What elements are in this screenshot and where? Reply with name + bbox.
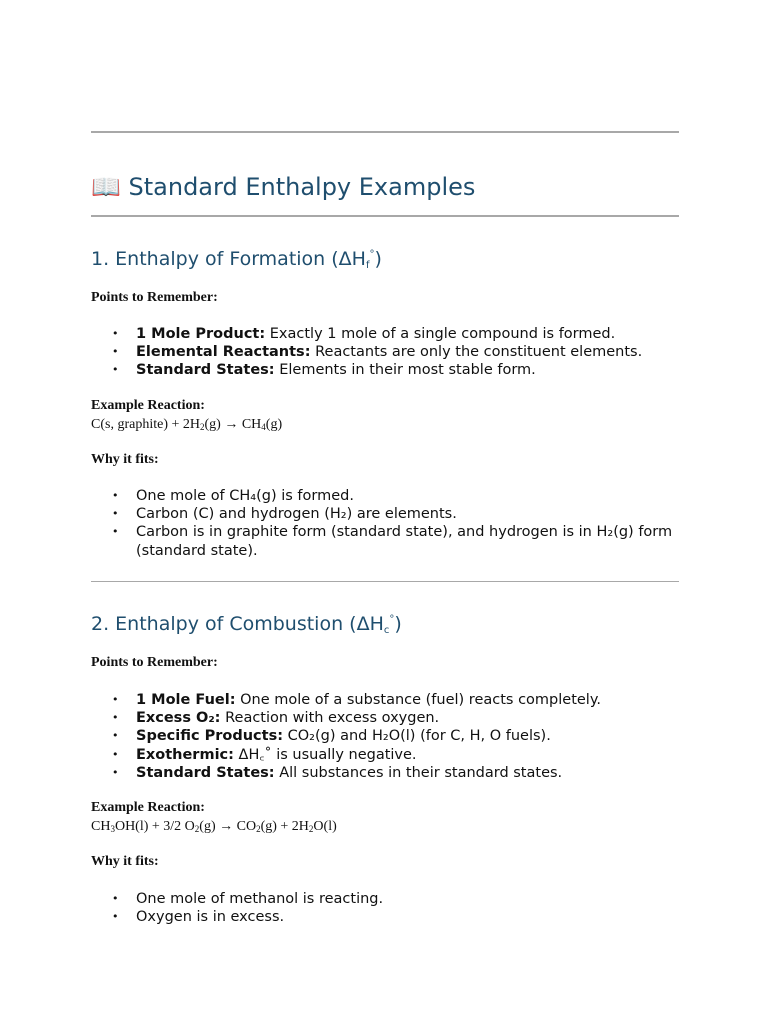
list-item: [91, 523, 679, 559]
why-label: Why it fits:: [91, 854, 159, 869]
bullet-icon: •: [112, 327, 119, 340]
bullet-icon: •: [112, 363, 119, 377]
reaction-part: OH(l) + 3/2 O: [114, 819, 195, 834]
reaction-part: (g): [265, 417, 283, 432]
heading-suffix: ): [374, 248, 382, 270]
why-label: Why it fits:: [91, 452, 159, 467]
point-term: 1 Mole Product:: [136, 326, 266, 342]
heading-subscript: c: [383, 625, 390, 636]
document-title: 📖 Standard Enthalpy Examples: [91, 173, 476, 201]
reaction-subscript: 2: [308, 824, 314, 834]
heading-text: 2. Enthalpy of Combustion (ΔH: [91, 613, 384, 635]
bullet-icon: •: [112, 711, 119, 725]
reaction-part: O(l): [313, 819, 337, 834]
top-divider: [91, 131, 679, 133]
list-item: [91, 908, 679, 926]
why-text: One mole of methanol is reacting.: [136, 891, 384, 907]
point-term: Specific Products:: [136, 728, 284, 745]
reaction-part: (g) + 2H: [260, 819, 309, 834]
bullet-icon: •: [112, 729, 119, 743]
example-reaction: [91, 417, 282, 433]
bullet-icon: •: [112, 489, 119, 502]
points-list: [91, 691, 679, 782]
heading-suffix: ): [394, 613, 402, 635]
list-item: [91, 764, 679, 782]
example-label: Example Reaction:: [91, 398, 205, 413]
list-item: [91, 890, 679, 908]
bullet-icon: •: [112, 765, 119, 779]
point-text: ΔH꜀˚ is usually negative.: [233, 746, 417, 763]
list-item: [91, 361, 679, 379]
heading-text: 1. Enthalpy of Formation (ΔH: [91, 248, 366, 270]
point-term: Standard States:: [136, 362, 275, 379]
why-text: Carbon is in graphite form (standard state), and hydrogen is in H₂(g) form (standard state).: [136, 524, 673, 559]
heading-superscript: °: [369, 249, 375, 260]
section-formation: [91, 242, 679, 279]
reaction-part: C(s, graphite) + 2H: [91, 417, 200, 432]
list-item: [91, 709, 679, 727]
list-item: [91, 691, 679, 709]
bullet-icon: •: [112, 507, 119, 521]
section-heading: [91, 607, 679, 644]
bullet-icon: •: [112, 693, 119, 706]
list-item: [91, 487, 679, 505]
point-term: Excess O₂:: [136, 710, 221, 727]
title-divider: [91, 215, 679, 217]
reaction-subscript: 4: [261, 422, 266, 432]
reaction-part: (g) → CH: [204, 417, 262, 432]
reaction-subscript: 2: [200, 422, 205, 432]
bullet-icon: •: [112, 345, 119, 359]
point-text: CO₂(g) and H₂O(l) (for C, H, O fuels).: [283, 728, 551, 745]
reaction-subscript: 3: [110, 824, 115, 834]
why-list: [91, 487, 679, 560]
point-text: All substances in their standard states.: [274, 764, 563, 781]
example-label: Example Reaction:: [91, 800, 205, 815]
point-text: One mole of a substance (fuel) reacts completely.: [235, 692, 601, 708]
bullet-icon: •: [112, 747, 119, 761]
list-item: [91, 325, 679, 343]
reaction-part: CH: [91, 819, 111, 834]
heading-subscript: f: [365, 260, 370, 271]
heading-superscript: °: [389, 614, 395, 625]
point-term: Elemental Reactants:: [136, 344, 311, 361]
reaction-subscript: 2: [194, 824, 200, 834]
points-label: Points to Remember:: [91, 655, 218, 670]
why-text: Carbon (C) and hydrogen (H₂) are elements.: [136, 506, 457, 523]
example-reaction: [91, 819, 337, 835]
list-item: [91, 343, 679, 361]
bullet-icon: •: [112, 910, 119, 924]
reaction-part: (g) → CO: [199, 819, 257, 834]
point-text: Reactants are only the constituent elements.: [310, 344, 643, 361]
why-text: Oxygen is in excess.: [136, 909, 285, 926]
point-term: Standard States:: [136, 764, 275, 781]
bullet-icon: •: [112, 525, 119, 539]
points-list: [91, 325, 679, 380]
bullet-icon: •: [112, 892, 119, 905]
list-item: [91, 746, 679, 764]
point-term: 1 Mole Fuel:: [136, 692, 236, 708]
section-heading: [91, 242, 679, 279]
point-text: Elements in their most stable form.: [274, 362, 536, 379]
list-item: [91, 505, 679, 523]
point-text: Exactly 1 mole of a single compound is formed.: [265, 326, 616, 342]
point-text: Reaction with excess oxygen.: [220, 710, 440, 727]
why-list: [91, 890, 679, 926]
why-text: One mole of CH₄(g) is formed.: [136, 488, 354, 504]
list-item: [91, 727, 679, 745]
point-term: Exothermic:: [136, 746, 234, 763]
section-combustion: [91, 607, 679, 644]
points-label: Points to Remember:: [91, 290, 218, 305]
reaction-subscript: 2: [256, 824, 261, 834]
section-divider: [91, 581, 679, 582]
